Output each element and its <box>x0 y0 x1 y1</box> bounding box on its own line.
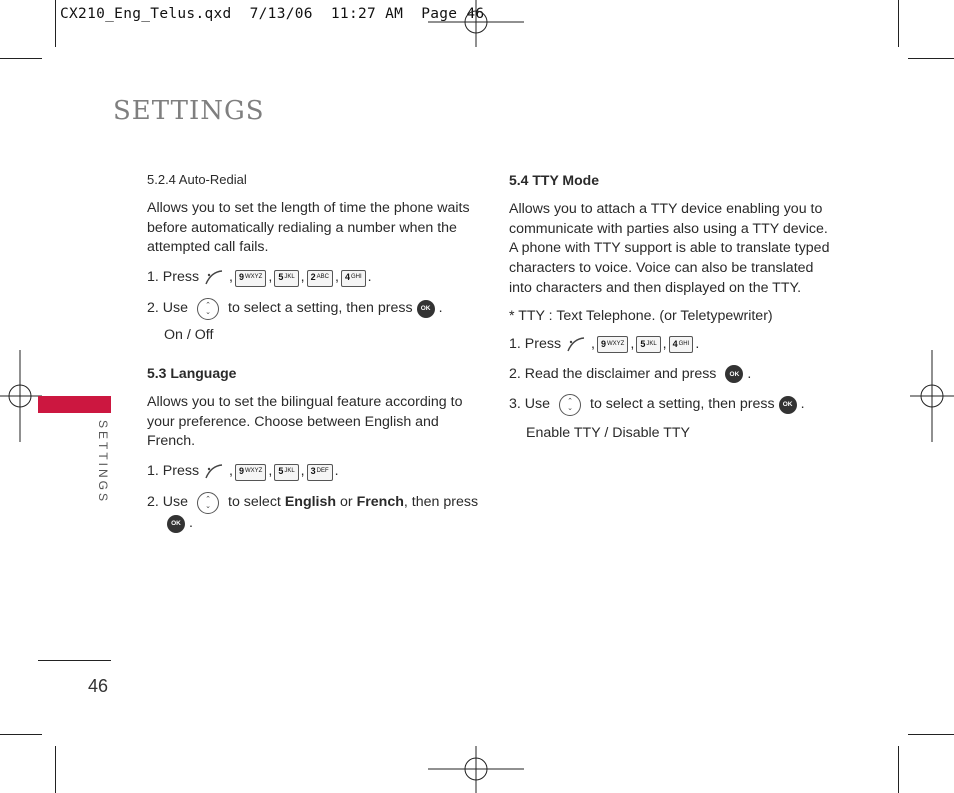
tty-description: Allows you to attach a TTY device enabling you to communicate with parties also using a TTY device. A phone with TTY support is able to translate typed characters to voice. Voice can also be translated into characters and then displayed on the TTY. <box>509 200 830 296</box>
auto-redial-step-2: 2. Use ⌃ ⌄ to select a setting, then press OK . <box>147 298 482 320</box>
ok-key-icon: OK <box>725 365 743 383</box>
tty-step-1: 1. Press , 9 WXYZ , 5 JKL , 4 GHI . <box>509 335 839 355</box>
heading-tty-mode: 5.4 TTY Mode <box>509 172 599 188</box>
registration-mark-top <box>428 0 524 47</box>
auto-redial-step-1: 1. Press , 9 WXYZ , 5 JKL , 2 ABC , 4 GHI . <box>147 268 482 288</box>
key-9-icon: 9 WXYZ <box>235 464 266 481</box>
language-step-2-end: OK . <box>163 514 482 534</box>
key-5-icon: 5 JKL <box>274 464 298 481</box>
send-key-icon <box>203 462 225 482</box>
page-title: SETTINGS <box>113 96 265 126</box>
left-column <box>147 170 482 534</box>
file-info-header: CX210_Eng_Telus.qxd 7/13/06 11:27 AM Page 46 <box>60 6 485 22</box>
tty-step-3: 3. Use ⌃ ⌄ to select a setting, then press OK . <box>509 394 839 416</box>
tty-step-2: 2. Read the disclaimer and press OK . <box>509 365 752 382</box>
language-step-1: 1. Press , 9 WXYZ , 5 JKL , 3 DEF . <box>147 462 482 482</box>
key-2-icon: 2 ABC <box>307 270 333 287</box>
option-english: English <box>284 494 337 511</box>
auto-redial-options: On / Off <box>164 327 214 344</box>
send-key-icon <box>565 335 587 355</box>
sidebar-label: SETTINGS <box>96 420 110 505</box>
option-french: French <box>356 494 404 511</box>
right-column <box>509 171 839 444</box>
tty-note: * TTY : Text Telephone. (or Teletypewriter) <box>509 307 773 324</box>
page-number: 46 <box>88 676 109 696</box>
ok-key-icon: OK <box>779 396 797 414</box>
key-4-icon: 4 GHI <box>669 336 694 353</box>
registration-mark-left <box>0 350 42 442</box>
key-5-icon: 5 JKL <box>636 336 660 353</box>
ok-key-icon: OK <box>167 515 185 533</box>
ok-key-icon: OK <box>417 300 435 318</box>
key-9-icon: 9 WXYZ <box>597 336 628 353</box>
key-4-icon: 4 GHI <box>341 270 366 287</box>
key-3-icon: 3 DEF <box>307 464 333 481</box>
auto-redial-description: Allows you to set the length of time the phone waits before automatically redialing a number when the attempted call fails. <box>147 199 470 256</box>
language-description: Allows you to set the bilingual feature according to your preference. Choose between English and French. <box>147 393 463 450</box>
section-tab <box>38 396 111 413</box>
nav-key-icon: ⌃ ⌄ <box>197 492 219 514</box>
send-key-icon <box>203 268 225 288</box>
footer-rule <box>38 660 111 661</box>
heading-language: 5.3 Language <box>147 364 237 381</box>
key-9-icon: 9 WXYZ <box>235 270 266 287</box>
language-step-2: 2. Use ⌃ ⌄ to select English or French , then press <box>147 492 482 514</box>
nav-key-icon: ⌃ ⌄ <box>197 298 219 320</box>
registration-mark-right <box>910 350 954 442</box>
nav-key-icon: ⌃ ⌄ <box>559 394 581 416</box>
heading-auto-redial: 5.2.4 Auto-Redial <box>147 172 247 187</box>
tty-options: Enable TTY / Disable TTY <box>526 425 691 442</box>
registration-mark-bottom <box>428 746 524 793</box>
key-5-icon: 5 JKL <box>274 270 298 287</box>
